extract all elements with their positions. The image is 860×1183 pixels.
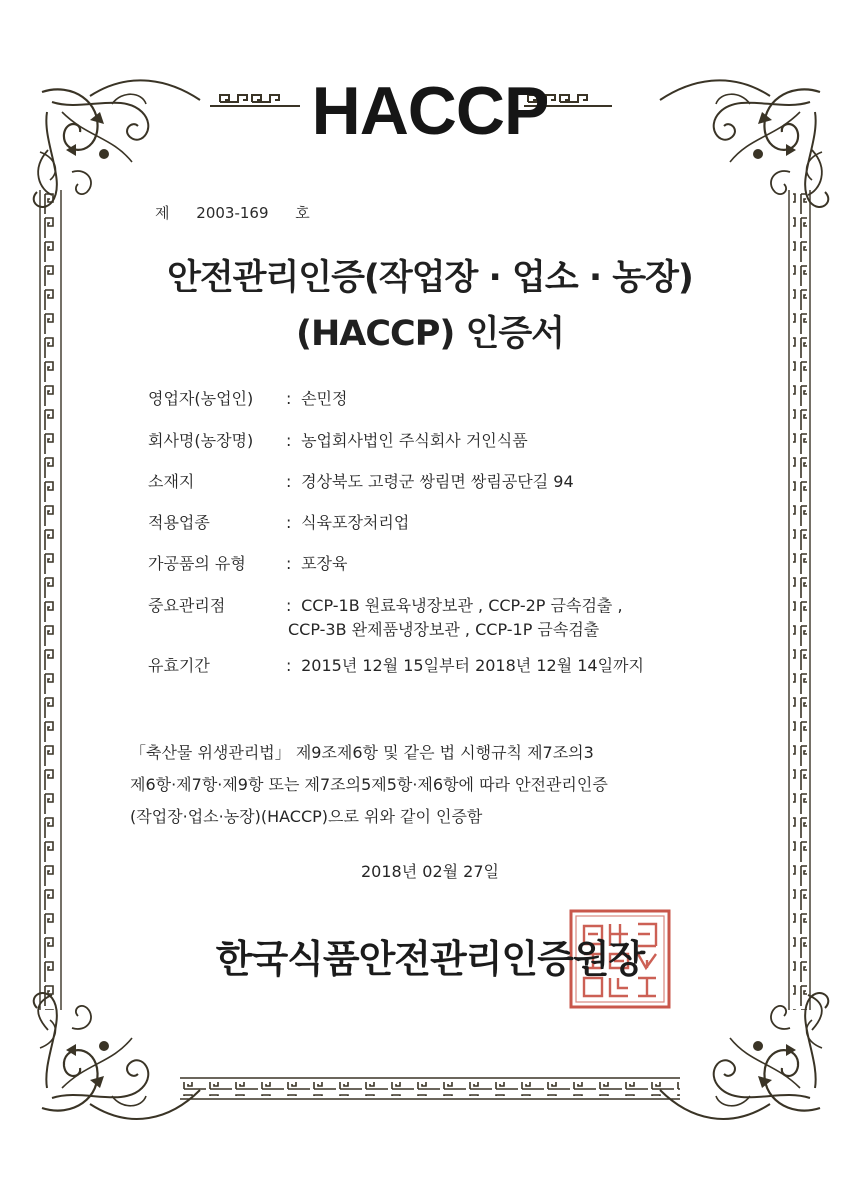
field-value: 2015년 12월 15일부터 2018년 12월 14일까지	[301, 656, 644, 675]
certificate-number-value: 2003-169	[196, 204, 269, 222]
certificate-number-suffix: 호	[295, 204, 310, 222]
field-value-line2: CCP-3B 완제품냉장보관 , CCP-1P 금속검출	[288, 620, 600, 639]
field-value: 포장육	[301, 554, 348, 573]
field-label: 적용업종	[148, 513, 210, 532]
field-company-name: 회사명(농장명) : 농업회사법인 주식회사 거인식품	[148, 428, 528, 451]
field-validity-period: 유효기간 : 2015년 12월 15일부터 2018년 12월 14일까지	[148, 653, 644, 676]
haccp-brand-heading: HACCP	[311, 73, 549, 149]
field-label: 영업자(농업인)	[148, 389, 254, 408]
certificate-number-prefix: 제	[155, 204, 170, 222]
field-value: 경상북도 고령군 쌍림면 쌍림공단길 94	[301, 472, 574, 491]
field-label: 가공품의 유형	[148, 554, 246, 573]
field-value: 손민정	[301, 389, 348, 408]
field-business-operator: 영업자(농업인) : 손민정	[148, 386, 347, 409]
field-business-type: 적용업종 : 식육포장처리업	[148, 510, 409, 533]
legal-text-line1: 「축산물 위생관리법」 제9조제6항 및 같은 법 시행규칙 제7조의3	[130, 743, 594, 762]
field-value: 농업회사법인 주식회사 거인식품	[301, 431, 528, 450]
field-label: 유효기간	[148, 656, 210, 675]
certificate-title-line2: (HACCP) 인증서	[295, 314, 564, 354]
certificate-title-line1: 안전관리인증(작업장 · 업소 · 농장)	[167, 258, 693, 298]
legal-text-line2: 제6항·제7항·제9항 또는 제7조의5제5항·제6항에 따라 안전관리인증	[130, 775, 608, 794]
certificate-number	[155, 202, 310, 223]
field-label: 회사명(농장명)	[148, 431, 254, 450]
field-address: 소재지 : 경상북도 고령군 쌍림면 쌍림공단길 94	[148, 469, 574, 492]
field-value: CCP-1B 원료육냉장보관 , CCP-2P 금속검출 ,	[301, 596, 623, 615]
legal-text-line3: (작업장·업소·농장)(HACCP)으로 위와 같이 인증함	[130, 807, 483, 826]
field-product-type: 가공품의 유형 : 포장육	[148, 551, 347, 574]
field-critical-control-points: 중요관리점 : CCP-1B 원료육냉장보관 , CCP-2P 금속검출 , CCP-3B 완제품냉장보관 , CCP-1P 금속검출	[148, 593, 623, 616]
field-value: 식육포장처리업	[301, 513, 410, 532]
issue-date: 2018년 02월 27일	[361, 862, 499, 881]
issuing-authority: 한국식품안전관리인증원장	[215, 937, 645, 981]
field-label: 소재지	[148, 472, 195, 491]
field-label: 중요관리점	[148, 596, 226, 615]
